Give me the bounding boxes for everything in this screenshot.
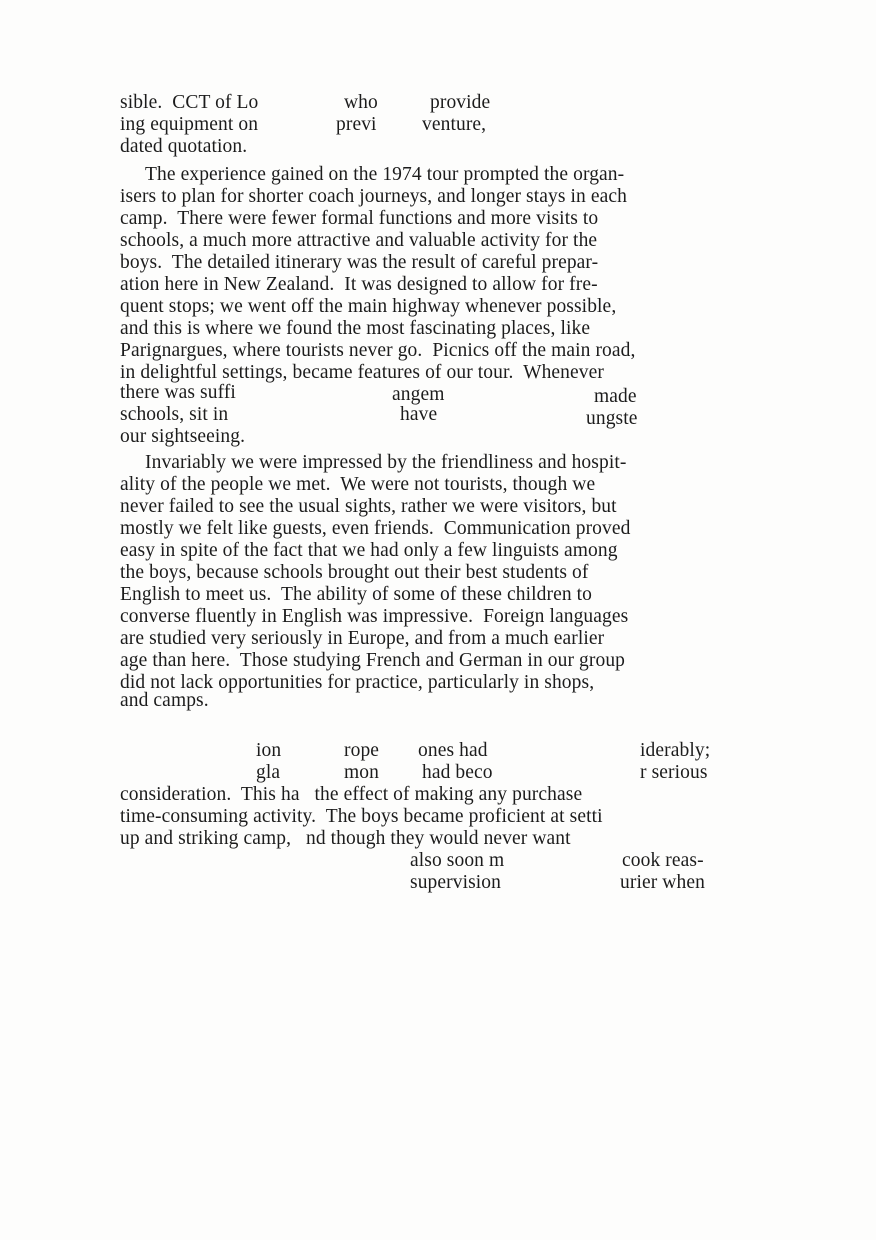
paragraph-line: up and striking camp, nd though they would never want xyxy=(120,828,571,849)
paragraph-line: our sightseeing. xyxy=(120,426,246,447)
paragraph-line: never failed to see the usual sights, rather we were visitors, but xyxy=(120,496,617,517)
paragraph-line: and this is where we found the most fascinating places, like xyxy=(120,318,591,339)
paragraph-line: ation here in New Zealand. It was designed to allow for fre- xyxy=(120,274,598,295)
fragment-text: gla xyxy=(256,762,281,783)
paragraph-line: the boys, because schools brought out their best students of xyxy=(120,562,589,583)
fragment-text: ungste xyxy=(586,408,638,429)
paragraph-line: in delightful settings, became features of our tour. Whenever xyxy=(120,362,604,383)
paragraph-line: English to meet us. The ability of some of these children to xyxy=(120,584,593,605)
fragment-text: ing equipment on xyxy=(120,114,259,135)
fragment-text: supervision xyxy=(410,872,502,893)
paragraph-line: time-consuming activity. The boys became proficient at setti xyxy=(120,806,603,827)
fragment-text: angem xyxy=(392,384,445,405)
fragment-text: there was suffi xyxy=(120,382,236,403)
fragment-text: who xyxy=(344,92,378,113)
paragraph-line: easy in spite of the fact that we had only a few linguists among xyxy=(120,540,618,561)
paragraph-line: quent stops; we went off the main highway whenever possible, xyxy=(120,296,617,317)
paragraph-line: did not lack opportunities for practice, particularly in shops, xyxy=(120,672,595,693)
paragraph-line: camp. There were fewer formal functions and more visits to xyxy=(120,208,599,229)
fragment-text: rope xyxy=(344,740,380,761)
paragraph-line: boys. The detailed itinerary was the result of careful prepar- xyxy=(120,252,599,273)
fragment-text: have xyxy=(400,404,438,425)
fragment-text: sible. CCT of Lo xyxy=(120,92,259,113)
fragment-text: mon xyxy=(344,762,379,783)
paragraph-line: Parignargues, where tourists never go. Picnics off the main road, xyxy=(120,340,636,361)
paragraph-line: The experience gained on the 1974 tour prompted the organ- xyxy=(145,164,625,185)
paragraph-line: ality of the people we met. We were not tourists, though we xyxy=(120,474,596,495)
fragment-text: provide xyxy=(430,92,491,113)
fragment-text: ion xyxy=(256,740,282,761)
paragraph-line: consideration. This ha the effect of making any purchase xyxy=(120,784,583,805)
paragraph-line: age than here. Those studying French and German in our group xyxy=(120,650,626,671)
fragment-text: previ xyxy=(336,114,377,135)
paragraph-line: are studied very seriously in Europe, and from a much earlier xyxy=(120,628,605,649)
fragment-text: also soon m xyxy=(410,850,505,871)
paragraph-line: mostly we felt like guests, even friends. Communication proved xyxy=(120,518,631,539)
fragment-text: urier when xyxy=(620,872,705,893)
paragraph-line: converse fluently in English was impressive. Foreign languages xyxy=(120,606,629,627)
paragraph-line: and camps. xyxy=(120,690,209,711)
paragraph-line: isers to plan for shorter coach journeys, and longer stays in each xyxy=(120,186,627,207)
fragment-text: made xyxy=(594,386,637,407)
fragment-text: iderably; xyxy=(640,740,711,761)
fragment-text: venture, xyxy=(422,114,487,135)
paragraph-line: schools, a much more attractive and valuable activity for the xyxy=(120,230,598,251)
fragment-text: schools, sit in xyxy=(120,404,229,425)
fragment-text: cook reas- xyxy=(622,850,704,871)
fragment-text: ones had xyxy=(418,740,488,761)
fragment-text: had beco xyxy=(422,762,493,783)
fragment-text: r serious xyxy=(640,762,708,783)
fragment-text: dated quotation. xyxy=(120,136,248,157)
paragraph-line: Invariably we were impressed by the friendliness and hospit- xyxy=(145,452,627,473)
